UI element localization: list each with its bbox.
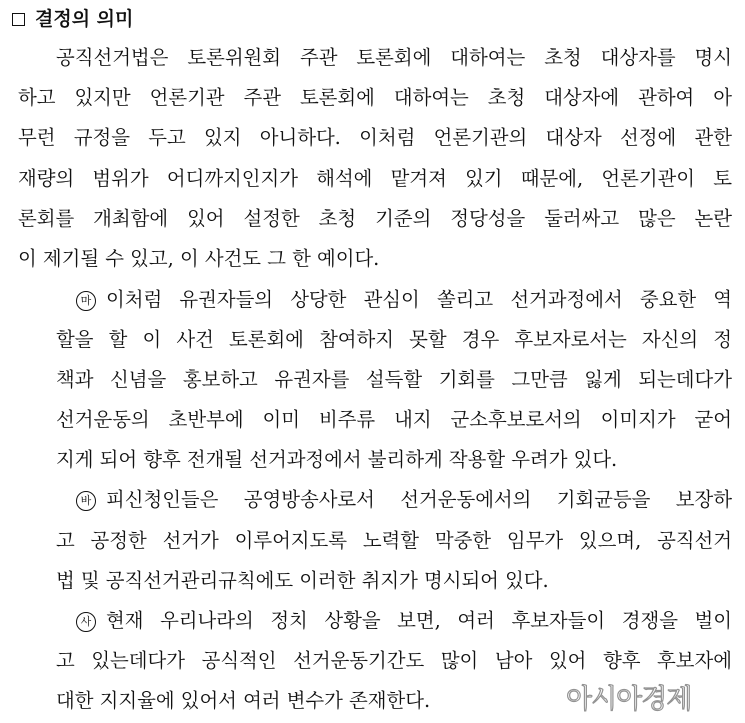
text-line: 론회를 개최함에 있어 설정한 초청 기준의 정당성을 둘러싸고 많은 논란	[18, 207, 732, 230]
circled-letter-ma-icon: 마	[76, 291, 96, 311]
text-line-content: 현재 우리나라의 정치 상황을 보면, 여러 후보자들이 경쟁을 벌이	[106, 609, 732, 632]
circled-letter-sa-icon: 사	[76, 612, 96, 632]
text-line: 이 제기될 수 있고, 이 사건도 그 한 예이다.	[18, 247, 380, 270]
text-line	[76, 487, 732, 513]
text-line	[76, 287, 732, 313]
text-line-content: 피신청인들은 공영방송사로서 선거운동에서의 기회균등을 보장하	[106, 488, 732, 511]
section-heading	[12, 6, 133, 32]
section-heading-text: 결정의 의미	[35, 8, 134, 30]
text-line	[76, 608, 732, 634]
text-line: 책과 신념을 홍보하고 유권자를 설득할 기회를 그만큼 잃게 되는데다가	[56, 368, 732, 391]
text-line: 재량의 범위가 어디까지인지가 해석에 맡겨져 있기 때문에, 언론기관이 토	[18, 167, 732, 190]
text-line: 할을 할 이 사건 토론회에 참여하지 못할 경우 후보자로서는 자신의 정	[56, 328, 732, 351]
text-line: 지게 되어 향후 전개될 선거과정에서 불리하게 작용할 우려가 있다.	[56, 448, 618, 471]
text-line: 고 있는데다가 공식적인 선거운동기간도 많이 남아 있어 향후 후보자에	[56, 649, 732, 672]
circled-letter-ba-icon: 바	[76, 491, 96, 511]
square-bullet-icon	[12, 13, 25, 26]
text-line: 무런 규정을 두고 있지 아니하다. 이처럼 언론기관의 대상자 선정에 관한	[18, 126, 732, 149]
text-line: 하고 있지만 언론기관 주관 토론회에 대하여는 초청 대상자에 관하여 아	[18, 86, 732, 109]
text-line: 고 공정한 선거가 이루어지도록 노력할 막중한 임무가 있으며, 공직선거	[56, 529, 732, 552]
text-line: 법 및 공직선거관리규칙에도 이러한 취지가 명시되어 있다.	[56, 569, 549, 592]
text-line-content: 이처럼 유권자들의 상당한 관심이 쏠리고 선거과정에서 중요한 역	[106, 288, 732, 311]
text-line: 선거운동의 초반부에 이미 비주류 내지 군소후보로서의 이미지가 굳어	[56, 408, 732, 431]
text-line: 대한 지지율에 있어서 여러 변수가 존재한다.	[56, 689, 431, 712]
watermark-logo: 아시아경제	[566, 684, 692, 715]
text-line: 공직선거법은 토론위원회 주관 토론회에 대하여는 초청 대상자를 명시	[56, 46, 732, 69]
